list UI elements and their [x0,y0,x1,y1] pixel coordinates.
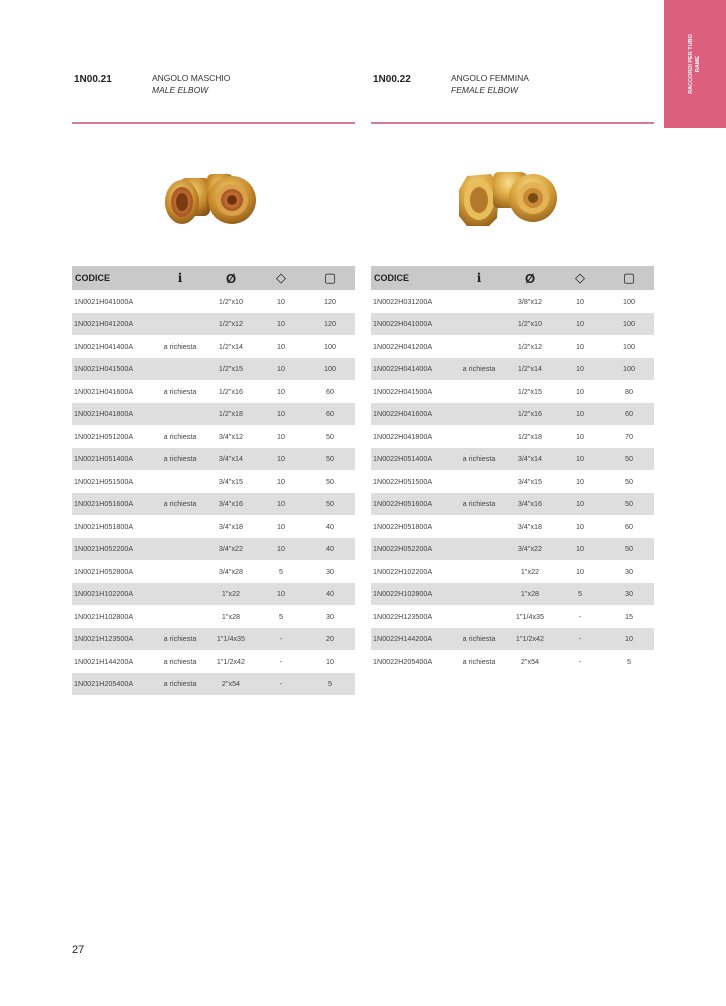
cell-code: 1N0022H041200A [373,341,433,351]
cell-box: 60 [326,386,334,396]
table-row [371,628,654,651]
cell-size: 1"x22 [205,583,257,606]
cell-pack: 10 [277,476,285,486]
product-name-en: FEMALE ELBOW [451,85,519,95]
cell-note [155,583,205,606]
cell-size: 3/4"x16 [504,493,556,516]
cell-note: a richiesta [155,673,205,696]
cell-box: 5 [627,656,631,666]
cell-pack: 10 [277,341,285,351]
cell-box: 10 [604,628,654,651]
cell-box: 100 [305,358,355,381]
cell-pack: - [578,656,582,666]
cell-note [454,380,504,403]
box-quantity-icon: ▢ [604,266,654,290]
table-row [371,335,654,358]
cell-box: 40 [305,538,355,561]
cell-code: 1N0022H041800A [373,431,433,441]
table-row [72,470,355,493]
cell-pack: 10 [257,313,305,336]
cell-note: a richiesta [462,656,496,666]
package-unit-icon: ◇ [257,266,305,290]
product-header [72,72,355,102]
cell-note [155,605,205,628]
cell-note [454,335,504,358]
cell-pack: 10 [556,538,604,561]
cell-code: 1N0021H144200A [74,656,134,666]
cell-note: a richiesta [454,493,504,516]
cell-pack: 10 [576,341,584,351]
cell-size: 3/8"x12 [517,296,543,306]
cell-note [454,290,504,313]
cell-pack: 10 [277,296,285,306]
cell-pack: 10 [576,431,584,441]
cell-size: 1/2"x12 [517,341,543,351]
diameter-icon: Ø [504,266,556,290]
cell-size: 1/2"x15 [517,386,543,396]
cell-code: 1N0021H041500A [72,358,155,381]
table-row [72,403,355,426]
cell-pack: 10 [257,403,305,426]
table-row [371,380,654,403]
table-row [371,358,654,381]
cell-size: 1/2"x18 [205,403,257,426]
cell-size: 1/2"x14 [218,341,244,351]
cell-code: 1N0022H102800A [371,583,454,606]
cell-size: 1"x22 [520,566,540,576]
cell-pack: 10 [556,448,604,471]
info-icon: i [155,266,205,290]
cell-pack: 10 [576,296,584,306]
table-row [72,313,355,336]
table-row [72,380,355,403]
cell-size: 3/4"x22 [504,538,556,561]
cell-note: a richiesta [155,448,205,471]
cell-note: a richiesta [155,493,205,516]
cell-code: 1N0022H102200A [373,566,433,576]
cell-pack: 10 [576,476,584,486]
column-header-code: CODICE [72,266,155,290]
cell-code: 1N0022H051600A [371,493,454,516]
cell-pack: 10 [257,583,305,606]
cell-pack: 10 [576,566,584,576]
cell-box: 30 [326,611,334,621]
male-elbow-photo [152,160,272,240]
table-row [72,358,355,381]
cell-code: 1N0021H051600A [72,493,155,516]
cell-note [155,290,205,313]
cell-note [454,515,504,538]
cell-size: 1/2"x16 [218,386,244,396]
table-row [72,628,355,651]
cell-box: 100 [604,313,654,336]
cell-size: 3/4"x12 [218,431,244,441]
cell-code: 1N0022H041400A [371,358,454,381]
cell-box: 100 [623,296,635,306]
cell-box: 50 [625,476,633,486]
table-row [371,538,654,561]
page-number: 27 [72,944,85,956]
product-name-it: ANGOLO FEMMINA [451,73,529,83]
table-row [371,448,654,471]
category-tab [664,0,726,128]
table-row [371,470,654,493]
cell-note [454,583,504,606]
cell-size: 1/2"x10 [218,296,244,306]
cell-note [454,560,504,583]
cell-size: 3/4"x14 [504,448,556,471]
cell-code: 1N0021H051500A [74,476,134,486]
cell-box: 50 [604,448,654,471]
section-divider [72,122,355,124]
product-table [72,266,355,695]
cell-box: 50 [604,538,654,561]
cell-note [454,538,504,561]
cell-size: 2"x54 [520,656,540,666]
cell-box: 5 [305,673,355,696]
cell-note [454,605,504,628]
cell-note: a richiesta [454,628,504,651]
table-row [72,650,355,673]
cell-code: 1N0021H041000A [74,296,134,306]
cell-code: 1N0021H051800A [74,521,134,531]
cell-box: 120 [324,296,336,306]
table-row [371,493,654,516]
cell-code: 1N0021H052800A [74,566,134,576]
table-row [72,493,355,516]
cell-pack: - [279,656,283,666]
table-row [72,515,355,538]
cell-box: 120 [305,313,355,336]
cell-pack: 10 [556,403,604,426]
cell-code: 1N0022H123500A [373,611,433,621]
cell-box: 50 [305,448,355,471]
cell-code: 1N0022H041000A [371,313,454,336]
cell-size: 1/2"x16 [504,403,556,426]
cell-box: 60 [625,521,633,531]
product-table [371,266,654,673]
cell-note [454,403,504,426]
cell-code: 1N0022H144200A [371,628,454,651]
cell-box: 15 [625,611,633,621]
cell-box: 20 [305,628,355,651]
cell-box: 50 [326,476,334,486]
cell-note [454,470,504,493]
cell-box: 50 [326,431,334,441]
cell-code: 1N0021H051400A [72,448,155,471]
cell-pack: 10 [556,313,604,336]
cell-size: 3/4"x18 [218,521,244,531]
box-quantity-icon: ▢ [305,266,355,290]
cell-size: 3/4"x15 [218,476,244,486]
cell-note: a richiesta [454,358,504,381]
cell-note [155,358,205,381]
cell-pack: 10 [556,358,604,381]
cell-note: a richiesta [163,656,197,666]
cell-note [155,560,205,583]
cell-pack: - [578,611,582,621]
cell-size: 1"1/2x42 [216,656,246,666]
cell-pack: 10 [257,493,305,516]
cell-pack: 5 [556,583,604,606]
cell-box: 100 [604,358,654,381]
table-row [72,290,355,313]
cell-box: 60 [305,403,355,426]
column-header-code: CODICE [371,266,454,290]
cell-code: 1N0021H041200A [72,313,155,336]
cell-code: 1N0022H041500A [373,386,433,396]
cell-pack: 10 [277,386,285,396]
table-header-row [371,266,654,290]
package-unit-icon: ◇ [556,266,604,290]
cell-size: 2"x54 [205,673,257,696]
cell-note [155,515,205,538]
cell-note: a richiesta [163,386,197,396]
product-code: 1N00.22 [373,74,411,85]
category-tab-label: RACCORDI PER TUBO RAME [688,34,701,94]
cell-code: 1N0021H052200A [72,538,155,561]
cell-size: 1"1/4x35 [205,628,257,651]
table-row [371,313,654,336]
cell-box: 40 [326,521,334,531]
cell-note [155,313,205,336]
info-icon: i [454,266,504,290]
table-row [371,290,654,313]
table-row [72,605,355,628]
cell-note [454,313,504,336]
cell-box: 10 [326,656,334,666]
cell-size: 3/4"x16 [205,493,257,516]
cell-box: 70 [625,431,633,441]
cell-size: 3/4"x28 [218,566,244,576]
cell-pack: 10 [576,386,584,396]
cell-note: a richiesta [163,341,197,351]
cell-box: 100 [623,341,635,351]
table-row [371,425,654,448]
cell-size: 1/2"x12 [205,313,257,336]
cell-size: 1"1/4x35 [515,611,545,621]
cell-size: 3/4"x22 [205,538,257,561]
cell-size: 3/4"x14 [205,448,257,471]
diameter-icon: Ø [205,266,257,290]
cell-pack: - [257,628,305,651]
table-row [72,448,355,471]
cell-code: 1N0021H102800A [74,611,134,621]
cell-note [155,403,205,426]
table-row [72,673,355,696]
cell-code: 1N0021H123500A [72,628,155,651]
cell-size: 1/2"x18 [517,431,543,441]
table-row [72,425,355,448]
cell-pack: 10 [576,521,584,531]
cell-size: 3/4"x18 [517,521,543,531]
product-header [371,72,654,102]
cell-box: 30 [625,566,633,576]
table-row [72,560,355,583]
table-row [371,650,654,673]
cell-size: 1/2"x10 [504,313,556,336]
cell-code: 1N0022H051400A [371,448,454,471]
cell-code: 1N0022H041600A [371,403,454,426]
cell-pack: 10 [277,521,285,531]
cell-note [155,470,205,493]
cell-note: a richiesta [454,448,504,471]
table-row [72,335,355,358]
cell-box: 40 [305,583,355,606]
cell-code: 1N0022H205400A [373,656,433,666]
table-row [371,605,654,628]
cell-note: a richiesta [155,628,205,651]
cell-box: 50 [604,493,654,516]
cell-code: 1N0021H205400A [72,673,155,696]
cell-code: 1N0022H051800A [373,521,433,531]
cell-pack: 5 [279,611,283,621]
cell-code: 1N0021H041800A [72,403,155,426]
cell-note [454,425,504,448]
cell-size: 1/2"x15 [205,358,257,381]
cell-code: 1N0022H031200A [373,296,433,306]
product-code: 1N00.21 [74,74,112,85]
female-elbow-photo [451,160,571,240]
cell-note [155,538,205,561]
cell-code: 1N0022H051500A [373,476,433,486]
cell-code: 1N0021H102200A [72,583,155,606]
cell-box: 50 [305,493,355,516]
cell-box: 100 [324,341,336,351]
cell-box: 30 [604,583,654,606]
section-divider [371,122,654,124]
table-row [371,515,654,538]
cell-pack: 10 [556,493,604,516]
cell-box: 60 [604,403,654,426]
cell-code: 1N0021H051200A [74,431,134,441]
cell-size: 3/4"x15 [517,476,543,486]
cell-size: 1"x28 [504,583,556,606]
cell-pack: 10 [257,358,305,381]
cell-code: 1N0022H052200A [371,538,454,561]
cell-pack: 5 [279,566,283,576]
table-row [72,583,355,606]
table-row [371,583,654,606]
cell-note: a richiesta [163,431,197,441]
cell-pack: - [556,628,604,651]
cell-box: 80 [625,386,633,396]
product-name-it: ANGOLO MASCHIO [152,73,231,83]
cell-code: 1N0021H041600A [74,386,134,396]
table-row [72,538,355,561]
cell-pack: 10 [257,448,305,471]
cell-pack: 10 [257,538,305,561]
cell-box: 30 [326,566,334,576]
table-row [371,560,654,583]
cell-size: 1"x28 [221,611,241,621]
cell-size: 1"1/2x42 [504,628,556,651]
cell-pack: - [257,673,305,696]
table-header-row [72,266,355,290]
product-name-en: MALE ELBOW [152,85,209,95]
cell-code: 1N0021H041400A [74,341,134,351]
cell-pack: 10 [277,431,285,441]
table-row [371,403,654,426]
cell-size: 1/2"x14 [504,358,556,381]
